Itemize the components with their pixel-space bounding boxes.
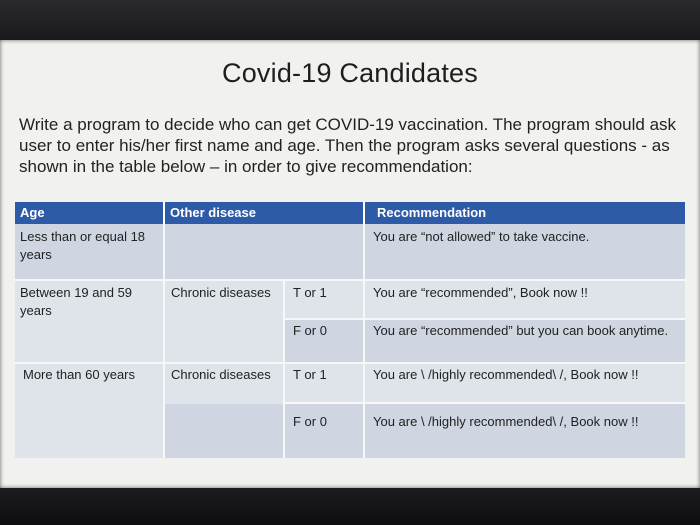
row-divider [15, 279, 685, 281]
column-divider [363, 224, 365, 458]
row2-disease: Chronic diseases [171, 285, 271, 300]
row3-recommendation: You are “recommended” but you can book anytime. [373, 323, 669, 338]
header-divider [163, 202, 165, 224]
row3-flag: F or 0 [293, 323, 327, 338]
table-header [15, 202, 685, 224]
column-divider [163, 224, 165, 458]
monitor-bezel-top [0, 0, 700, 40]
slide-title: Covid-19 Candidates [222, 58, 478, 88]
column-divider [283, 279, 285, 458]
header-recommendation: Recommendation [377, 205, 487, 220]
row-divider [15, 362, 685, 364]
row5-flag: F or 0 [293, 414, 327, 429]
row5-recommendation: You are \ /highly recommended\ /, Book now !! [373, 414, 639, 429]
row2-age: Between 19 and 59 years [20, 285, 133, 318]
row1-age: Less than or equal 18 years [20, 229, 146, 262]
slide-intro-text: Write a program to decide who can get COVID-19 vaccination. The program should ask user to enter his/her first name and age. Then the program asks several questions - as shown in the table below – in order to give recommendation: [19, 115, 677, 176]
row4-disease: Chronic diseases [171, 367, 271, 382]
row4-flag: T or 1 [293, 367, 327, 382]
row1-recommendation: You are “not allowed” to take vaccine. [373, 229, 590, 244]
candidates-table [15, 202, 685, 458]
row2-flag: T or 1 [293, 285, 327, 300]
header-divider [363, 202, 365, 224]
row2-recommendation: You are “recommended”, Book now !! [373, 285, 588, 300]
monitor-bezel-bottom [0, 488, 700, 525]
row-divider [285, 402, 685, 404]
row4-recommendation: You are \ /highly recommended\ /, Book now !! [373, 367, 639, 382]
header-age: Age [20, 205, 45, 220]
row-divider [285, 318, 685, 320]
presentation-slide [0, 40, 700, 488]
row4-age: More than 60 years [23, 367, 136, 382]
header-other-disease: Other disease [170, 205, 256, 220]
